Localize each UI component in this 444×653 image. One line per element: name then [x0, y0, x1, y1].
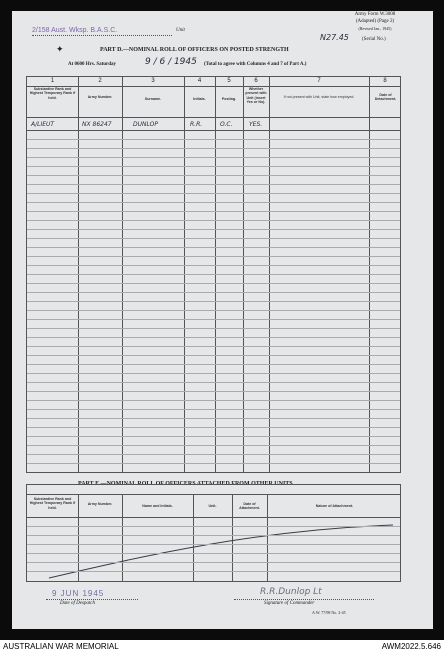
col-header-how-employed: If not present with Unit, state how employed.: [283, 95, 355, 99]
form-sheet: [12, 11, 433, 629]
ruled-row-line: [27, 346, 400, 347]
part-d-table: [26, 76, 401, 473]
ruled-row-line: [27, 211, 400, 212]
col-header-surname: Surname.: [144, 97, 162, 101]
ruled-row-line: [27, 436, 400, 437]
despatch-label: Date of Despatch: [60, 601, 95, 606]
cross-out-line: [27, 485, 400, 581]
despatch-dotted-line: [46, 599, 138, 600]
ruled-row-line: [27, 364, 400, 365]
col-number: 6: [254, 78, 258, 84]
entry-posting: O.C.: [220, 121, 233, 128]
col-header-detachment-date: Date of Detachment.: [374, 93, 397, 102]
ruled-row-line: [27, 274, 400, 275]
part-d-time-prefix: At 0600 Hrs. Saturday: [68, 62, 117, 67]
ruled-row-line: [27, 247, 400, 248]
ruled-row-line: [27, 256, 400, 257]
col-header-rank: Substantive Rank and Highest Temporary Rank if held.: [29, 87, 76, 100]
ruled-row-line: [27, 553, 400, 554]
ruled-row-line: [27, 193, 400, 194]
ruled-row-line: [27, 175, 400, 176]
part-d-header-divider: [27, 117, 400, 118]
ruled-row-line: [27, 220, 400, 221]
col-header-army-number: Army Number.: [87, 95, 113, 99]
col-number: 8: [383, 78, 387, 84]
e-col-header-rank: Substantive Rank and Highest Temporary Rank if held.: [29, 497, 76, 510]
ruled-row-line: [27, 319, 400, 320]
part-e-table: [26, 484, 401, 582]
ruled-row-line: [27, 283, 400, 284]
entry-initials: R.R.: [190, 121, 203, 128]
col-header-posting: Posting.: [221, 97, 237, 101]
entry-rank: A/LIEUT: [31, 121, 55, 128]
serial-number-handwritten: N27.45: [320, 33, 349, 42]
ruled-row-line: [27, 202, 400, 203]
ruled-row-line: [27, 445, 400, 446]
ruled-row-line: [27, 409, 400, 410]
ruled-row-line: [27, 355, 400, 356]
col-number: 2: [98, 78, 102, 84]
ruled-row-line: [27, 418, 400, 419]
e-col-header-unit: Unit.: [208, 504, 217, 508]
signature-label: Signature of Commander: [264, 601, 315, 606]
ruled-row-line: [27, 382, 400, 383]
signature-dotted-line: [234, 599, 374, 600]
e-col-header-name: Name and Initials.: [142, 504, 173, 508]
part-d-number-divider: [27, 86, 400, 87]
ruled-row-line: [27, 454, 400, 455]
ruled-row-line: [27, 292, 400, 293]
commander-signature: R.R.Dunlop Lt: [260, 587, 322, 597]
ruled-row-line: [27, 148, 400, 149]
ruled-row-line: [27, 238, 400, 239]
part-d-date-handwritten: 9 / 6 / 1945: [145, 57, 197, 67]
ruled-row-line: [27, 265, 400, 266]
print-code: A.W. 77/98 No. 2-45: [312, 610, 346, 615]
e-col-header-nature: Nature of Attachment.: [315, 504, 354, 508]
ruled-row-line: [27, 301, 400, 302]
e-col-header-army-number: Army Number.: [87, 502, 113, 506]
ruled-row-line: [27, 166, 400, 167]
unit-label: Unit: [176, 28, 185, 33]
ruled-row-line: [27, 328, 400, 329]
ruled-row-line: [27, 526, 400, 527]
col-number: 7: [317, 78, 321, 84]
entry-present: YES.: [249, 121, 263, 128]
part-d-title: PART D.—NOMINAL ROLL OF OFFICERS ON POSTED STRENGTH: [100, 47, 289, 53]
despatch-date-stamp: 9 JUN 1945: [52, 589, 105, 598]
col-number: 1: [50, 78, 55, 84]
ruled-row-line: [27, 184, 400, 185]
ruled-row-line: [27, 571, 400, 572]
archive-footer: [0, 640, 444, 653]
ruled-row-line: [27, 157, 400, 158]
ruled-row-line: [27, 463, 400, 464]
archive-source: AUSTRALIAN WAR MEMORIAL: [3, 642, 119, 651]
army-form-number: Army Form W.3008: [354, 12, 396, 17]
e-col-header-attach-date: Date of Attachment.: [239, 502, 260, 511]
ruled-row-line: [27, 544, 400, 545]
unit-dotted-line: [32, 35, 172, 36]
ruled-row-line: [27, 427, 400, 428]
col-number: 3: [151, 78, 155, 84]
entry-army-number: NX 86247: [82, 121, 112, 128]
ruled-row-line: [27, 310, 400, 311]
ruled-row-line: [27, 562, 400, 563]
col-header-initials: Initials.: [193, 97, 206, 101]
ruled-row-line: [27, 373, 400, 374]
ruled-row-line: [27, 229, 400, 230]
serial-label: (Serial No.): [362, 37, 386, 42]
part-d-time-suffix: (Total to agree with Columns 4 and 7 of Part A.): [204, 62, 307, 67]
col-header-present: Whether present with Unit (insert Yes or No).: [245, 87, 267, 105]
part-d-entry-divider: [27, 130, 400, 131]
unit-stamp: 2/158 Aust. Wksp. B.A.S.C.: [32, 27, 118, 34]
ruled-row-line: [27, 139, 400, 140]
ruled-row-line: [27, 391, 400, 392]
part-e-title: PART E.—NOMINAL ROLL OF OFFICERS ATTACHED FROM OTHER UNITS.: [78, 481, 295, 487]
ruled-row-line: [27, 535, 400, 536]
form-adapted: (Adapted) (Page 2): [355, 19, 395, 24]
archive-accession: AWM2022.5.646: [381, 642, 441, 651]
bullet-mark: ✦: [56, 44, 64, 54]
ruled-row-line: [27, 337, 400, 338]
col-number: 4: [197, 78, 202, 84]
col-number: 5: [227, 78, 231, 84]
form-revised: (Revised Jan., 1945): [358, 26, 392, 31]
entry-surname: DUNLOP: [133, 121, 158, 128]
ruled-row-line: [27, 400, 400, 401]
